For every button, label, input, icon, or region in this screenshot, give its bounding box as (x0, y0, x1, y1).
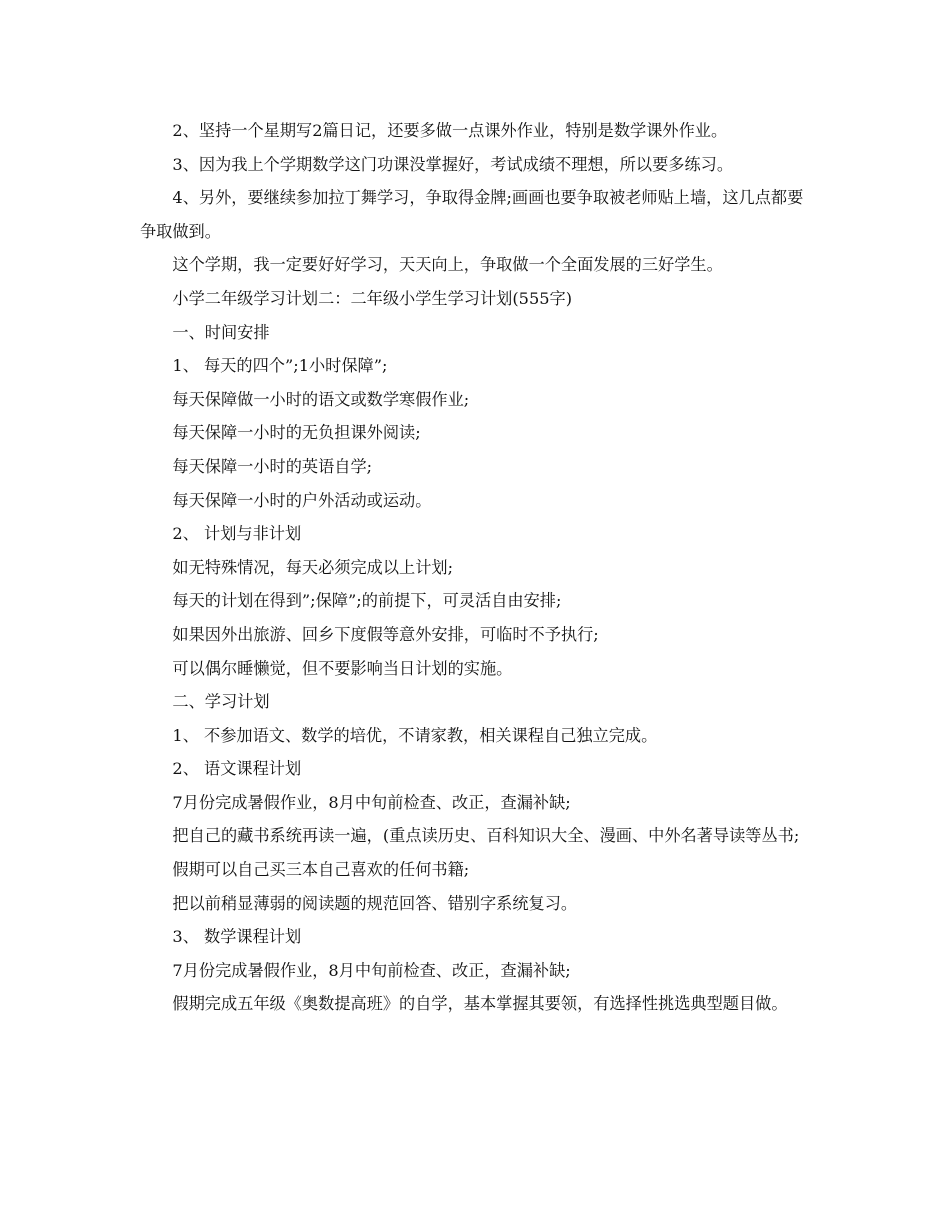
list-item-no-tutoring: 1、 不参加语文、数学的培优，不请家教，相关课程自己独立完成。 (172, 725, 658, 745)
section-title-plan-two: 小学二年级学习计划二：二年级小学生学习计划(555字) (172, 288, 573, 308)
paragraph-23: 把以前稍显薄弱的阅读题的规范回答、错别字系统复习。 (172, 893, 578, 913)
heading-time-arrangement: 一、时间安排 (172, 322, 270, 342)
list-item-plan-nonplan: 2、 计划与非计划 (172, 524, 302, 544)
paragraph-15: 如果因外出旅游、回乡下度假等意外安排，可临时不予执行; (172, 624, 599, 644)
paragraph-13: 如无特殊情况，每天必须完成以上计划; (172, 557, 454, 577)
paragraph-8: 每天保障做一小时的语文或数学寒假作业; (172, 389, 470, 409)
paragraph-11: 每天保障一小时的户外活动或运动。 (172, 490, 432, 510)
list-item-daily-four: 1、 每天的四个”;1小时保障”; (172, 356, 388, 376)
heading-study-plan: 二、学习计划 (172, 692, 270, 712)
list-item-chinese-plan: 2、 语文课程计划 (172, 759, 302, 779)
paragraph-22: 假期可以自己买三本自己喜欢的任何书籍; (172, 860, 470, 880)
paragraph-16: 可以偶尔睡懒觉，但不要影响当日计划的实施。 (172, 658, 513, 678)
document-body (140, 114, 812, 1021)
paragraph-1: 2、坚持一个星期写2篇日记，还要多做一点课外作业，特别是数学课外作业。 (172, 121, 728, 140)
paragraph-10: 每天保障一小时的英语自学; (172, 456, 373, 476)
paragraph-9: 每天保障一小时的无负担课外阅读; (172, 423, 421, 443)
paragraph-20: 7月份完成暑假作业，8月中旬前检查、改正，查漏补缺; (172, 792, 571, 812)
paragraph-3: 4、另外，要继续参加拉丁舞学习，争取得金牌;画画也要争取被老师贴上墙，这几点都要争取做到。 (140, 188, 804, 241)
paragraph-4: 这个学期，我一定要好好学习，天天向上，争取做一个全面发展的三好学生。 (172, 255, 723, 275)
paragraph-21: 把自己的藏书系统再读一遍，(重点读历史、百科知识大全、漫画、中外名著导读等丛书; (172, 826, 800, 846)
paragraph-14: 每天的计划在得到”;保障”;的前提下，可灵活自由安排; (172, 591, 562, 611)
paragraph-25: 7月份完成暑假作业，8月中旬前检查、改正，查漏补缺; (172, 960, 571, 980)
paragraph-26: 假期完成五年级《奥数提高班》的自学，基本掌握其要领，有选择性挑选典型题目做。 (172, 994, 788, 1014)
paragraph-2: 3、因为我上个学期数学这门功课没掌握好，考试成绩不理想，所以要多练习。 (172, 154, 734, 174)
list-item-math-plan: 3、 数学课程计划 (172, 927, 302, 947)
